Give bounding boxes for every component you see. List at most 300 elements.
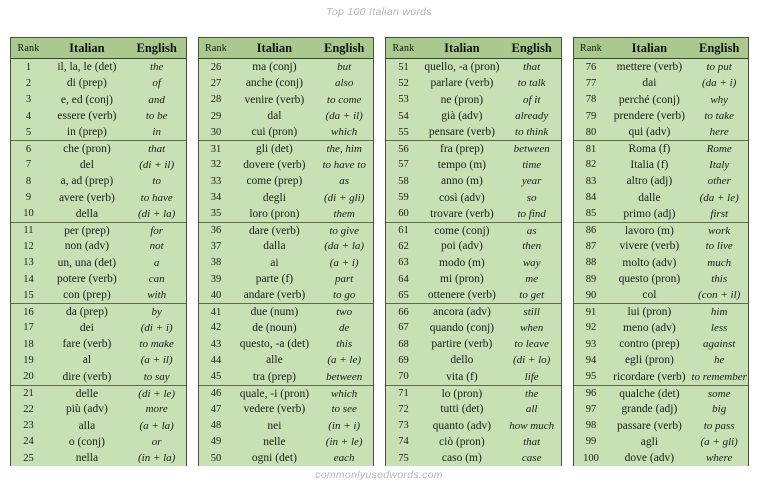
english-translation-cell: with [147,289,167,302]
italian-word-cell: il, la, le (det) [57,61,117,74]
english-translation-cell: of it [522,93,541,106]
english-translation-cell: less [710,321,728,334]
italian-word-cell: cui (pron) [251,126,298,139]
english-translation-cell: all [525,403,538,416]
english-translation-cell: to say [143,370,170,383]
italian-word-cell: egli (pron) [624,354,674,367]
table-body [199,59,374,466]
table-row [574,287,749,303]
table-row [386,59,561,75]
italian-word-cell: fra (prep) [440,143,484,156]
italian-word-cell: quanto (adv) [432,419,492,432]
table-row [386,434,561,450]
english-translation-cell: which [331,387,358,400]
english-translation-cell: to have [140,191,173,204]
table-row [199,450,374,466]
italian-word-cell: quello, -a (pron) [424,61,500,74]
english-translation-cell: as [339,175,350,188]
english-translation-cell: to think [515,126,549,139]
italian-word-cell: loro (pron) [249,207,300,220]
english-translation-cell: to make [139,338,174,351]
italian-word-cell: mettere (verb) [616,61,683,74]
table-row [11,255,186,271]
table-row [199,173,374,189]
table-row [11,418,186,434]
italian-word-cell: dove (adv) [624,452,675,465]
italian-word-cell: tra (prep) [252,370,296,383]
rank-cell: 42 [210,322,222,334]
rank-cell: 93 [585,338,597,350]
table-row [199,75,374,91]
table-row [11,173,186,189]
table-row [386,140,561,156]
rank-cell: 1 [25,61,32,73]
table-body [386,59,561,466]
rank-cell: 11 [23,225,34,237]
italian-word-cell: ricordare (verb) [613,370,686,383]
table-row [574,92,749,108]
rank-cell: 20 [23,371,34,383]
italian-word-cell: per (prep) [64,224,110,237]
english-translation-cell: case [521,452,542,465]
italian-word-cell: vivere (verb) [619,240,680,253]
column-header-rank: Rank [204,42,227,54]
italian-word-cell: nelle [263,435,286,448]
italian-word-cell: un, una (det) [57,256,117,269]
italian-word-cell: ma (conj) [252,61,297,74]
word-table [198,37,375,466]
table-row [199,59,374,75]
table-row [199,336,374,352]
rank-cell: 48 [210,420,222,432]
table-row [11,320,186,336]
table-row [199,206,374,222]
english-translation-cell: way [522,256,541,269]
english-translation-cell: that [523,61,541,74]
english-translation-cell: (in + i) [328,419,361,432]
column-header-rank: Rank [17,42,40,54]
rank-cell: 94 [585,354,597,366]
rank-cell: 12 [23,240,34,252]
table-body [574,59,749,466]
italian-word-cell: vedere (verb) [243,403,306,416]
table-row [574,189,749,205]
rank-cell: 62 [398,240,409,252]
rank-cell: 97 [585,403,597,415]
rank-cell: 98 [585,420,597,432]
italian-word-cell: di (prep) [66,77,107,90]
italian-word-cell: andare (verb) [243,289,306,302]
table-row [386,418,561,434]
english-translation-cell: them [333,207,355,220]
table-row [386,352,561,368]
word-table [573,37,750,466]
table-row [386,238,561,254]
rank-cell: 58 [398,175,409,187]
table-row [386,206,561,222]
rank-cell: 68 [398,338,409,350]
table-row [199,434,374,450]
rank-cell: 32 [210,159,222,171]
english-translation-cell: why [710,93,729,106]
rank-cell: 85 [585,208,597,220]
table-row [199,157,374,173]
table-row [574,385,749,401]
english-translation-cell: but [337,61,352,74]
rank-cell: 89 [585,273,597,285]
rank-cell: 67 [398,322,409,334]
english-translation-cell: the [524,387,539,400]
english-translation-cell: me [525,273,539,285]
italian-word-cell: anno (m) [440,175,483,188]
table-row [199,385,374,401]
table-row [199,271,374,287]
rank-cell: 28 [210,94,222,106]
english-translation-cell: (a + la) [139,419,174,432]
english-translation-cell: where [705,452,733,465]
rank-cell: 18 [23,338,34,350]
rank-cell: 31 [210,143,222,155]
table-row [11,271,186,287]
english-translation-cell: (di + le) [138,387,176,400]
table-row [386,336,561,352]
english-translation-cell: and [148,93,165,106]
table-row [11,108,186,124]
italian-word-cell: quale, -i (pron) [239,387,310,400]
italian-word-cell: avere (verb) [58,191,115,204]
table-row [574,75,749,91]
english-translation-cell: (da + le) [699,191,739,204]
rank-cell: 27 [210,77,222,89]
table-header-row [199,38,374,59]
english-translation-cell: he [713,354,725,367]
english-translation-cell: (di + la) [137,207,176,220]
italian-word-cell: partire (verb) [431,338,493,351]
rank-cell: 56 [398,143,409,155]
english-translation-cell: how much [509,419,555,432]
english-translation-cell: when [520,321,544,334]
italian-word-cell: o (conj) [68,435,105,448]
english-translation-cell: the, him [326,143,362,156]
rank-cell: 95 [585,371,597,383]
english-translation-cell: so [526,191,537,204]
column-header-english: English [136,40,177,55]
rank-cell: 2 [25,77,32,89]
italian-word-cell: qualche (det) [619,387,680,400]
rank-cell: 73 [398,420,409,432]
rank-cell: 23 [23,420,34,432]
italian-word-cell: caso (m) [441,452,482,465]
english-translation-cell: (in + la) [137,452,176,465]
italian-word-cell: contro (prep) [619,338,680,351]
table-row [574,434,749,450]
table-row [199,303,374,319]
italian-word-cell: dare (verb) [249,224,300,237]
english-translation-cell: de [338,321,350,334]
english-translation-cell: can [148,273,165,285]
italian-word-cell: dello [450,354,474,367]
english-translation-cell: to see [331,403,357,416]
rank-cell: 9 [25,192,32,204]
italian-word-cell: da (prep) [65,306,108,319]
italian-word-cell: in (prep) [66,126,107,139]
english-translation-cell: (a + i) [329,256,359,269]
english-translation-cell: to go [333,289,356,302]
table-row [199,369,374,385]
rank-cell: 87 [585,240,597,252]
rank-cell: 34 [210,192,222,204]
english-translation-cell: Italy [709,158,730,171]
italian-word-cell: come (prep) [246,175,303,188]
rank-cell: 39 [210,273,222,285]
rank-cell: 82 [585,159,597,171]
english-translation-cell: two [336,306,353,319]
english-translation-cell: of [152,77,161,90]
table-row [386,108,561,124]
rank-cell: 71 [398,388,409,400]
italian-word-cell: primo (adj) [623,207,676,220]
table-row [574,418,749,434]
rank-cell: 64 [398,273,409,285]
english-translation-cell: for [150,224,164,237]
italian-word-cell: qui (adv) [628,126,671,139]
rank-cell: 19 [23,354,34,366]
english-translation-cell: (in + le) [325,435,363,448]
italian-word-cell: ai [270,256,279,269]
rank-cell: 66 [398,306,409,318]
rank-cell: 83 [585,175,597,187]
english-translation-cell: not [149,240,164,253]
italian-word-cell: ancora (adv) [433,306,491,319]
italian-word-cell: quando (conj) [429,321,494,334]
rank-cell: 65 [398,289,409,301]
table-row [11,59,186,75]
english-translation-cell: other [707,175,731,188]
italian-word-cell: già (adv) [441,110,483,123]
italian-word-cell: ottenere (verb) [427,289,496,302]
english-translation-cell: him [710,306,728,319]
rank-cell: 49 [210,436,222,448]
table-row [574,206,749,222]
english-translation-cell: Rome [706,143,732,156]
rank-cell: 57 [398,159,409,171]
italian-word-cell: questo (pron) [618,273,681,285]
rank-cell: 79 [585,110,597,122]
rank-cell: 59 [398,192,409,204]
table-row [11,189,186,205]
table-row [386,92,561,108]
english-translation-cell: (di + i) [140,321,173,334]
italian-word-cell: meno (adv) [623,321,676,334]
rank-cell: 38 [210,257,222,269]
english-translation-cell: to get [519,289,545,302]
english-translation-cell: this [336,338,353,351]
english-translation-cell: this [711,273,728,285]
rank-cell: 4 [25,110,32,122]
english-translation-cell: big [712,403,727,416]
table-row [574,108,749,124]
italian-word-cell: al [82,354,92,367]
rank-cell: 51 [398,61,409,73]
table-row [574,320,749,336]
rank-cell: 54 [398,110,409,122]
rank-cell: 77 [585,77,597,89]
italian-word-cell: potere (verb) [57,273,117,285]
italian-word-cell: lo (pron) [441,387,483,400]
rank-cell: 16 [23,306,34,318]
table-row [386,450,561,466]
table-row [11,336,186,352]
italian-word-cell: dire (verb) [62,370,112,383]
english-translation-cell: (con + il) [698,289,741,302]
rank-cell: 78 [585,94,597,106]
rank-cell: 50 [210,452,222,464]
rank-cell: 60 [398,208,409,220]
column-header-english: English [699,40,740,55]
table-header-row [386,38,561,59]
table-row [11,157,186,173]
column-header-italian: Italian [69,40,105,55]
rank-cell: 90 [585,289,597,301]
rank-cell: 40 [210,289,222,301]
italian-word-cell: perché (conj) [618,93,680,106]
rank-cell: 6 [25,143,32,155]
rank-cell: 81 [585,143,597,155]
english-translation-cell: (di + lo) [512,354,551,367]
table-row [11,352,186,368]
italian-word-cell: fare (verb) [62,338,112,351]
english-translation-cell: life [524,370,539,383]
italian-word-cell: che (pron) [63,143,111,156]
english-translation-cell: the [149,61,164,74]
italian-word-cell: parlare (verb) [430,77,494,90]
rank-cell: 55 [398,126,409,138]
english-translation-cell: work [708,224,731,237]
rank-cell: 37 [210,240,222,252]
rank-cell: 88 [585,257,597,269]
table-row [11,434,186,450]
english-translation-cell: (di + gli) [323,191,365,204]
english-translation-cell: in [152,126,161,139]
english-translation-cell: to give [329,224,359,237]
rank-cell: 30 [210,126,222,138]
english-translation-cell: also [335,77,354,90]
italian-word-cell: lui (pron) [627,306,672,319]
table-row [386,303,561,319]
italian-word-cell: lavoro (m) [624,224,674,237]
rank-cell: 15 [23,289,34,301]
italian-word-cell: ne (pron) [440,93,484,106]
english-translation-cell: to find [517,207,546,220]
table-row [386,189,561,205]
italian-word-cell: altro (adj) [626,175,673,188]
english-translation-cell: between [513,143,550,156]
rank-cell: 8 [25,175,32,187]
english-translation-cell: to put [706,61,732,74]
table-row [574,336,749,352]
table-row [11,124,186,140]
italian-word-cell: a, ad (prep) [60,175,114,188]
table-row [574,401,749,417]
column-header-italian: Italian [256,40,293,55]
table-row [199,352,374,368]
table-row [199,418,374,434]
rank-cell: 22 [23,403,34,415]
rank-cell: 69 [398,354,409,366]
table-row [386,320,561,336]
table-row [11,287,186,303]
italian-word-cell: due (num) [250,306,299,319]
table-row [574,369,749,385]
rank-cell: 45 [210,371,222,383]
english-translation-cell: that [148,143,166,156]
english-translation-cell: then [522,240,542,253]
english-translation-cell: to pass [703,419,735,432]
english-translation-cell: (a + il) [140,354,173,367]
english-translation-cell: each [333,452,355,465]
word-table [385,37,562,466]
english-translation-cell: here [709,126,729,139]
rank-cell: 35 [210,208,222,220]
table-row [574,450,749,466]
english-translation-cell: to be [145,110,168,123]
italian-word-cell: questo, -a (det) [239,338,310,351]
italian-word-cell: degli [262,191,286,204]
column-header-rank: Rank [392,42,415,54]
italian-word-cell: de (noun) [252,321,297,334]
table-row [386,222,561,238]
table-row [199,108,374,124]
column-header-english: English [511,40,552,55]
italian-word-cell: dai [642,77,657,90]
table-row [574,255,749,271]
italian-word-cell: mi (pron) [440,273,484,285]
italian-word-cell: non (adv) [64,240,110,253]
rank-cell: 29 [210,110,222,122]
table-row [574,173,749,189]
rank-cell: 100 [583,452,599,464]
italian-word-cell: pensare (verb) [428,126,495,139]
rank-cell: 61 [398,225,409,237]
table-header-row [574,38,749,59]
rank-cell: 17 [23,322,34,334]
table-row [199,140,374,156]
rank-cell: 44 [210,354,222,366]
italian-word-cell: Italia (f) [630,158,669,171]
table-row [199,401,374,417]
table-row [199,238,374,254]
rank-cell: 76 [585,61,597,73]
column-header-english: English [324,40,365,55]
table-row [386,287,561,303]
italian-word-cell: dovere (verb) [243,158,306,171]
italian-word-cell: trovare (verb) [430,207,494,220]
italian-word-cell: col [642,289,657,302]
italian-word-cell: così (adv) [439,191,485,204]
table-row [11,92,186,108]
italian-word-cell: venire (verb) [244,93,305,106]
english-translation-cell: to remember [691,370,747,383]
english-translation-cell: as [526,224,537,237]
rank-cell: 33 [210,175,222,187]
english-translation-cell: still [523,306,540,319]
italian-word-cell: molto (adv) [622,256,677,269]
italian-word-cell: modo (m) [439,256,485,269]
rank-cell: 96 [585,388,597,400]
italian-word-cell: parte (f) [255,273,294,285]
italian-word-cell: dal [267,110,282,123]
italian-word-cell: grande (adj) [621,403,678,416]
